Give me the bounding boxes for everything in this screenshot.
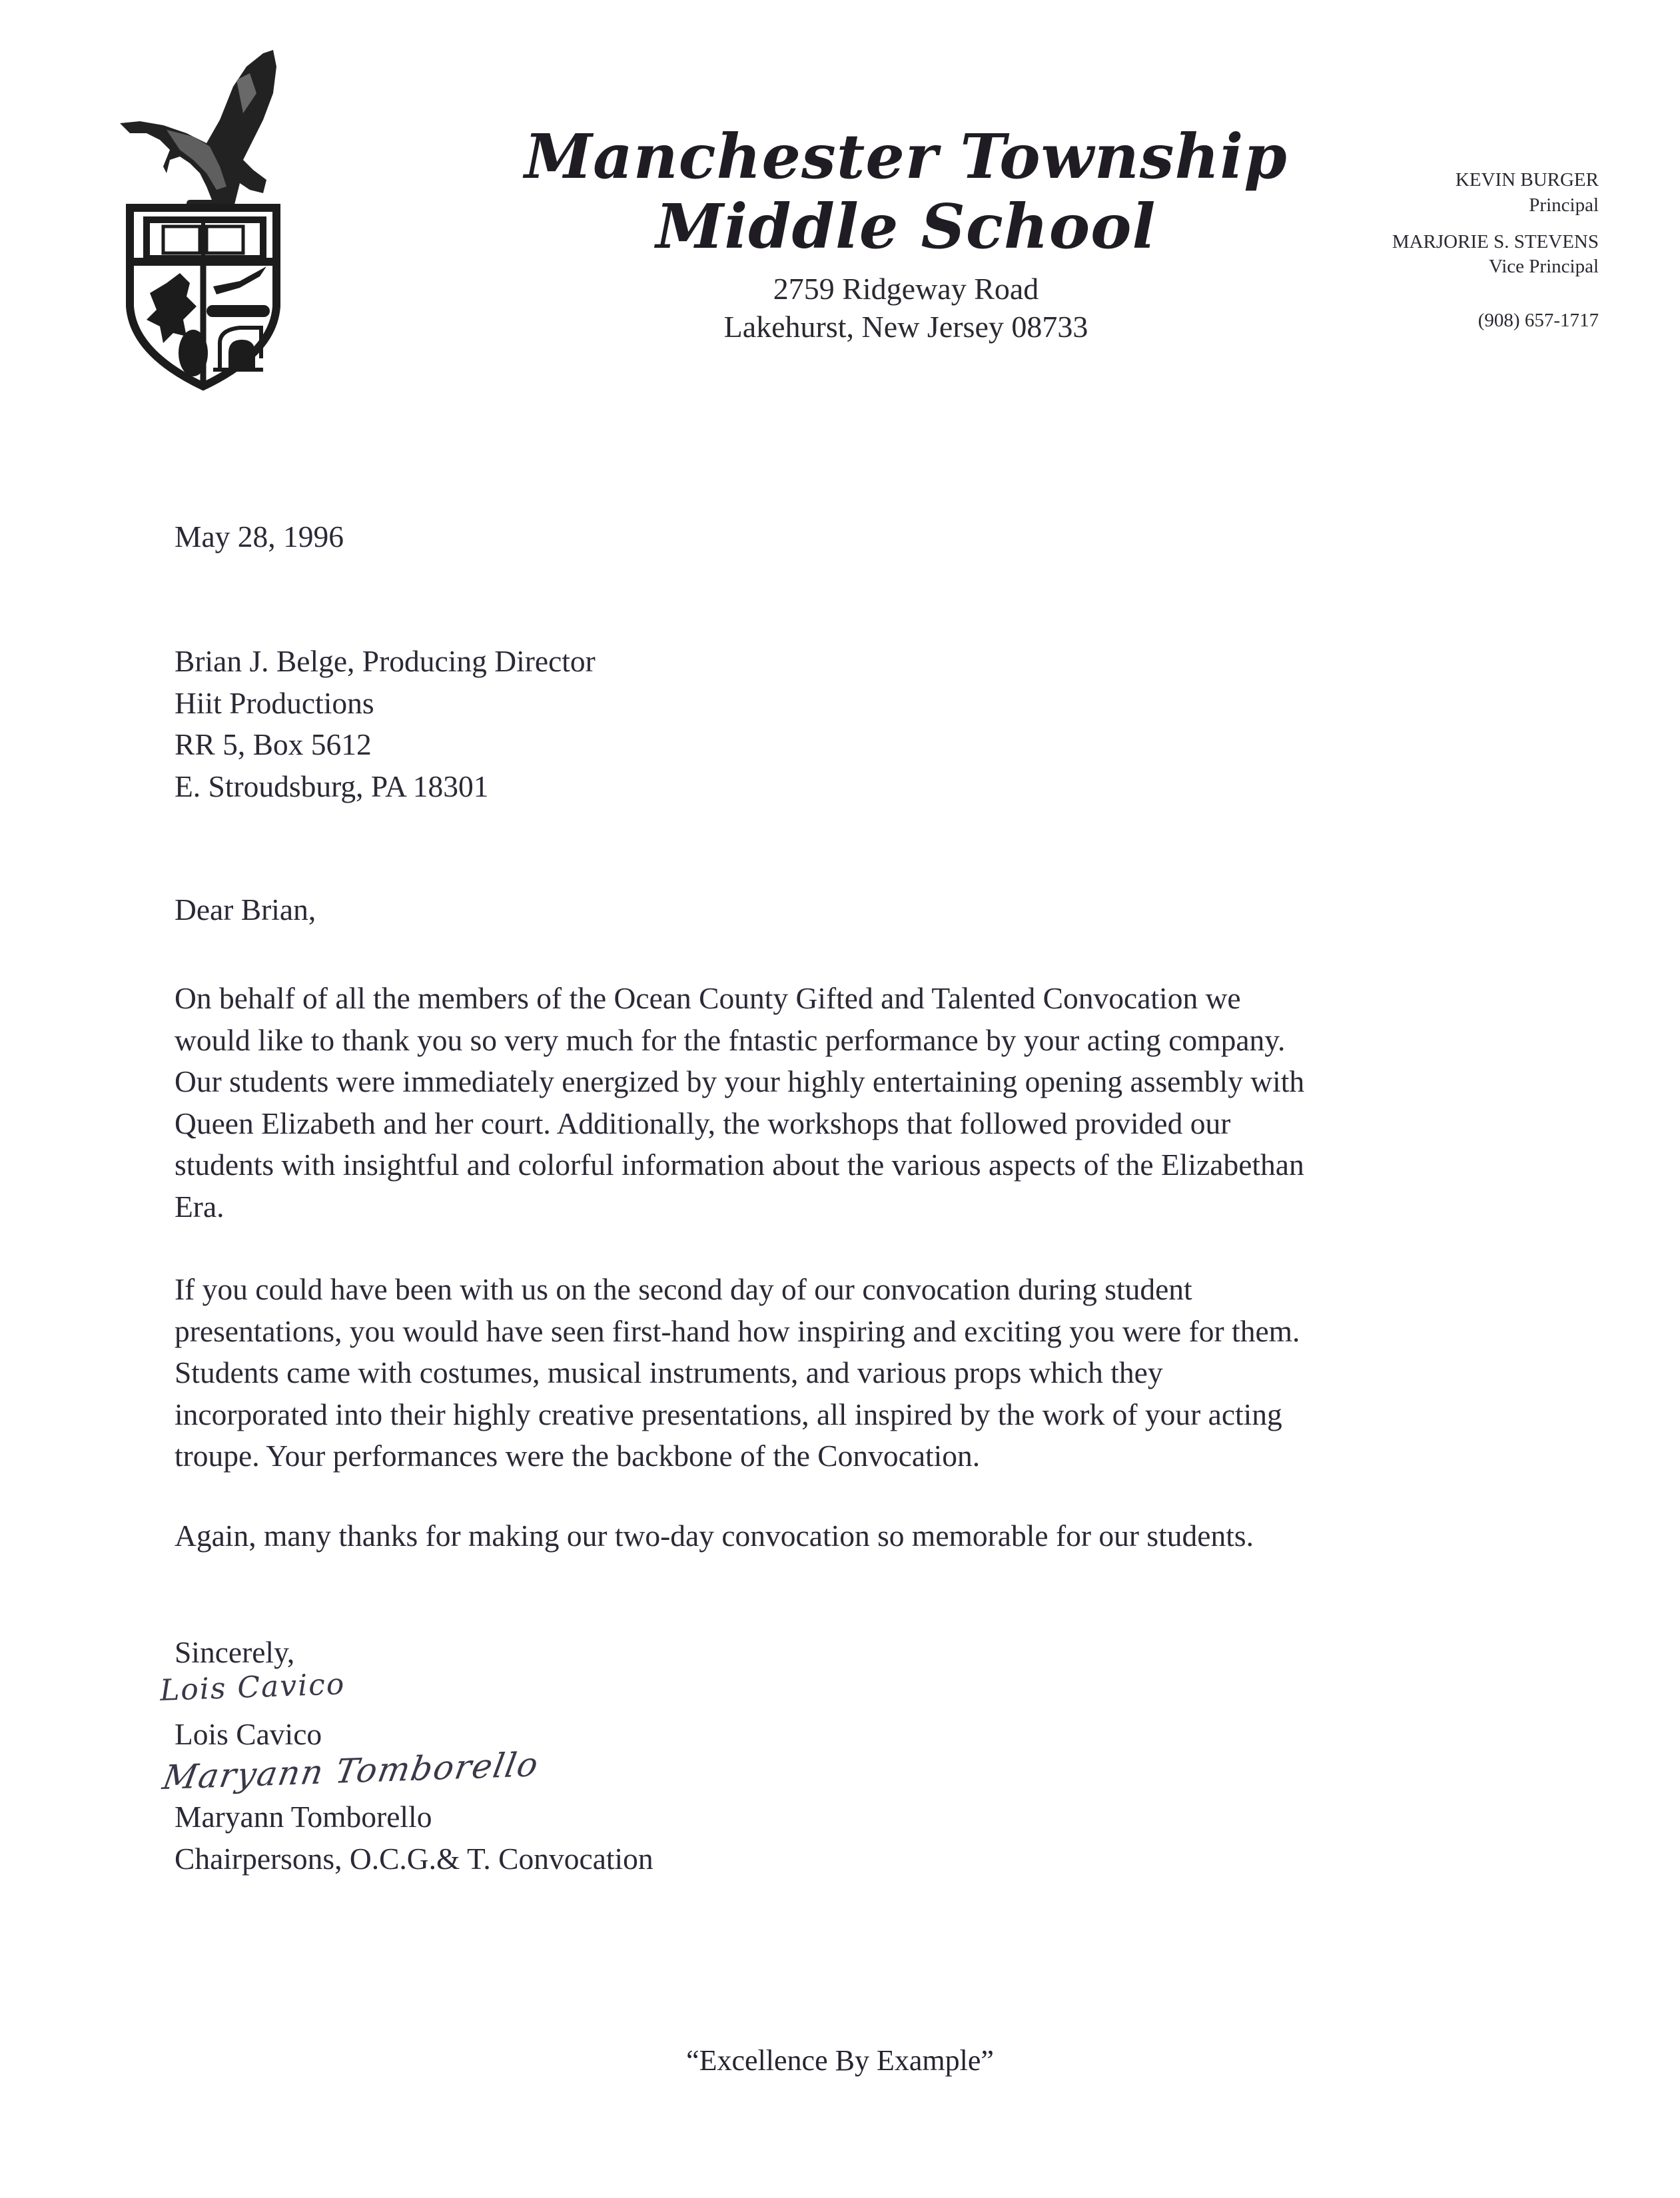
eagle-icon — [120, 50, 276, 210]
paragraph-line: Students came with costumes, musical instruments, and various props which they — [175, 1355, 1163, 1389]
paragraph-line: would like to thank you so very much for the fntastic performance by your acting company. — [175, 1022, 1286, 1057]
recipient-address-block — [175, 641, 596, 807]
body-paragraph-3 — [175, 1515, 1520, 1557]
body-paragraph-2 — [175, 1269, 1520, 1477]
paragraph-line: If you could have been with us on the second day of our convocation during student — [175, 1272, 1192, 1306]
body-paragraph-1 — [175, 978, 1520, 1228]
paragraph-line: Again, many thanks for making our two-day convocation so memorable for our students. — [175, 1519, 1254, 1553]
recipient-city-state-zip: E. Stroudsburg, PA 18301 — [175, 769, 489, 803]
school-motto: “Excellence By Example” — [686, 2044, 994, 2077]
principal-name: KEVIN BURGER — [1455, 169, 1599, 190]
paragraph-line: Era. — [175, 1189, 224, 1224]
school-name-line2: Middle School — [655, 190, 1156, 262]
school-city-state-zip: Lakehurst, New Jersey 08733 — [723, 310, 1088, 344]
shield-icon — [130, 208, 276, 386]
signer-name-2: Maryann Tomborello — [175, 1800, 432, 1834]
paragraph-line: troupe. Your performances were the backbone of the Convocation. — [175, 1439, 981, 1473]
open-book-icon — [163, 223, 243, 256]
paragraph-line: incorporated into their highly creative presentations, all inspired by the work of your acting — [175, 1397, 1282, 1431]
principal-title: Principal — [1529, 194, 1599, 216]
school-crest-logo — [107, 40, 300, 410]
vice-principal-title: Vice Principal — [1489, 256, 1599, 277]
blimp-icon — [207, 305, 270, 317]
recipient-street: RR 5, Box 5612 — [175, 727, 372, 761]
paragraph-line: students with insightful and colorful information about the various aspects of the Elizabethan — [175, 1148, 1304, 1182]
closing: Sincerely, — [175, 1635, 295, 1669]
school-phone: (908) 657-1717 — [1477, 310, 1599, 331]
paragraph-line: Queen Elizabeth and her court. Additionally, the workshops that followed provided our — [175, 1106, 1231, 1140]
paragraph-line: Our students were immediately energized by your highly entertaining opening assembly with — [175, 1064, 1305, 1098]
vice-principal-name: MARJORIE S. STEVENS — [1392, 231, 1599, 252]
signer-title: Chairpersons, O.C.G.& T. Convocation — [175, 1842, 653, 1876]
signer-name-1: Lois Cavico — [175, 1717, 322, 1751]
paragraph-line: presentations, you would have seen first-hand how inspiring and exciting you were for them. — [175, 1313, 1300, 1348]
salutation: Dear Brian, — [175, 893, 316, 926]
paragraph-line: On behalf of all the members of the Ocean County Gifted and Talented Convocation we — [175, 981, 1241, 1015]
school-name-line1: Manchester Township — [524, 121, 1288, 192]
letter-date: May 28, 1996 — [175, 520, 344, 553]
signature-maryann-tomborello: Maryann Tomborello — [160, 1744, 542, 1798]
recipient-name: Brian J. Belge, Producing Director — [175, 644, 596, 678]
recipient-company: Hiit Productions — [175, 685, 374, 720]
signature-lois-cavico: Lois Cavico — [159, 1667, 346, 1708]
school-street-address: 2759 Ridgeway Road — [773, 272, 1039, 306]
